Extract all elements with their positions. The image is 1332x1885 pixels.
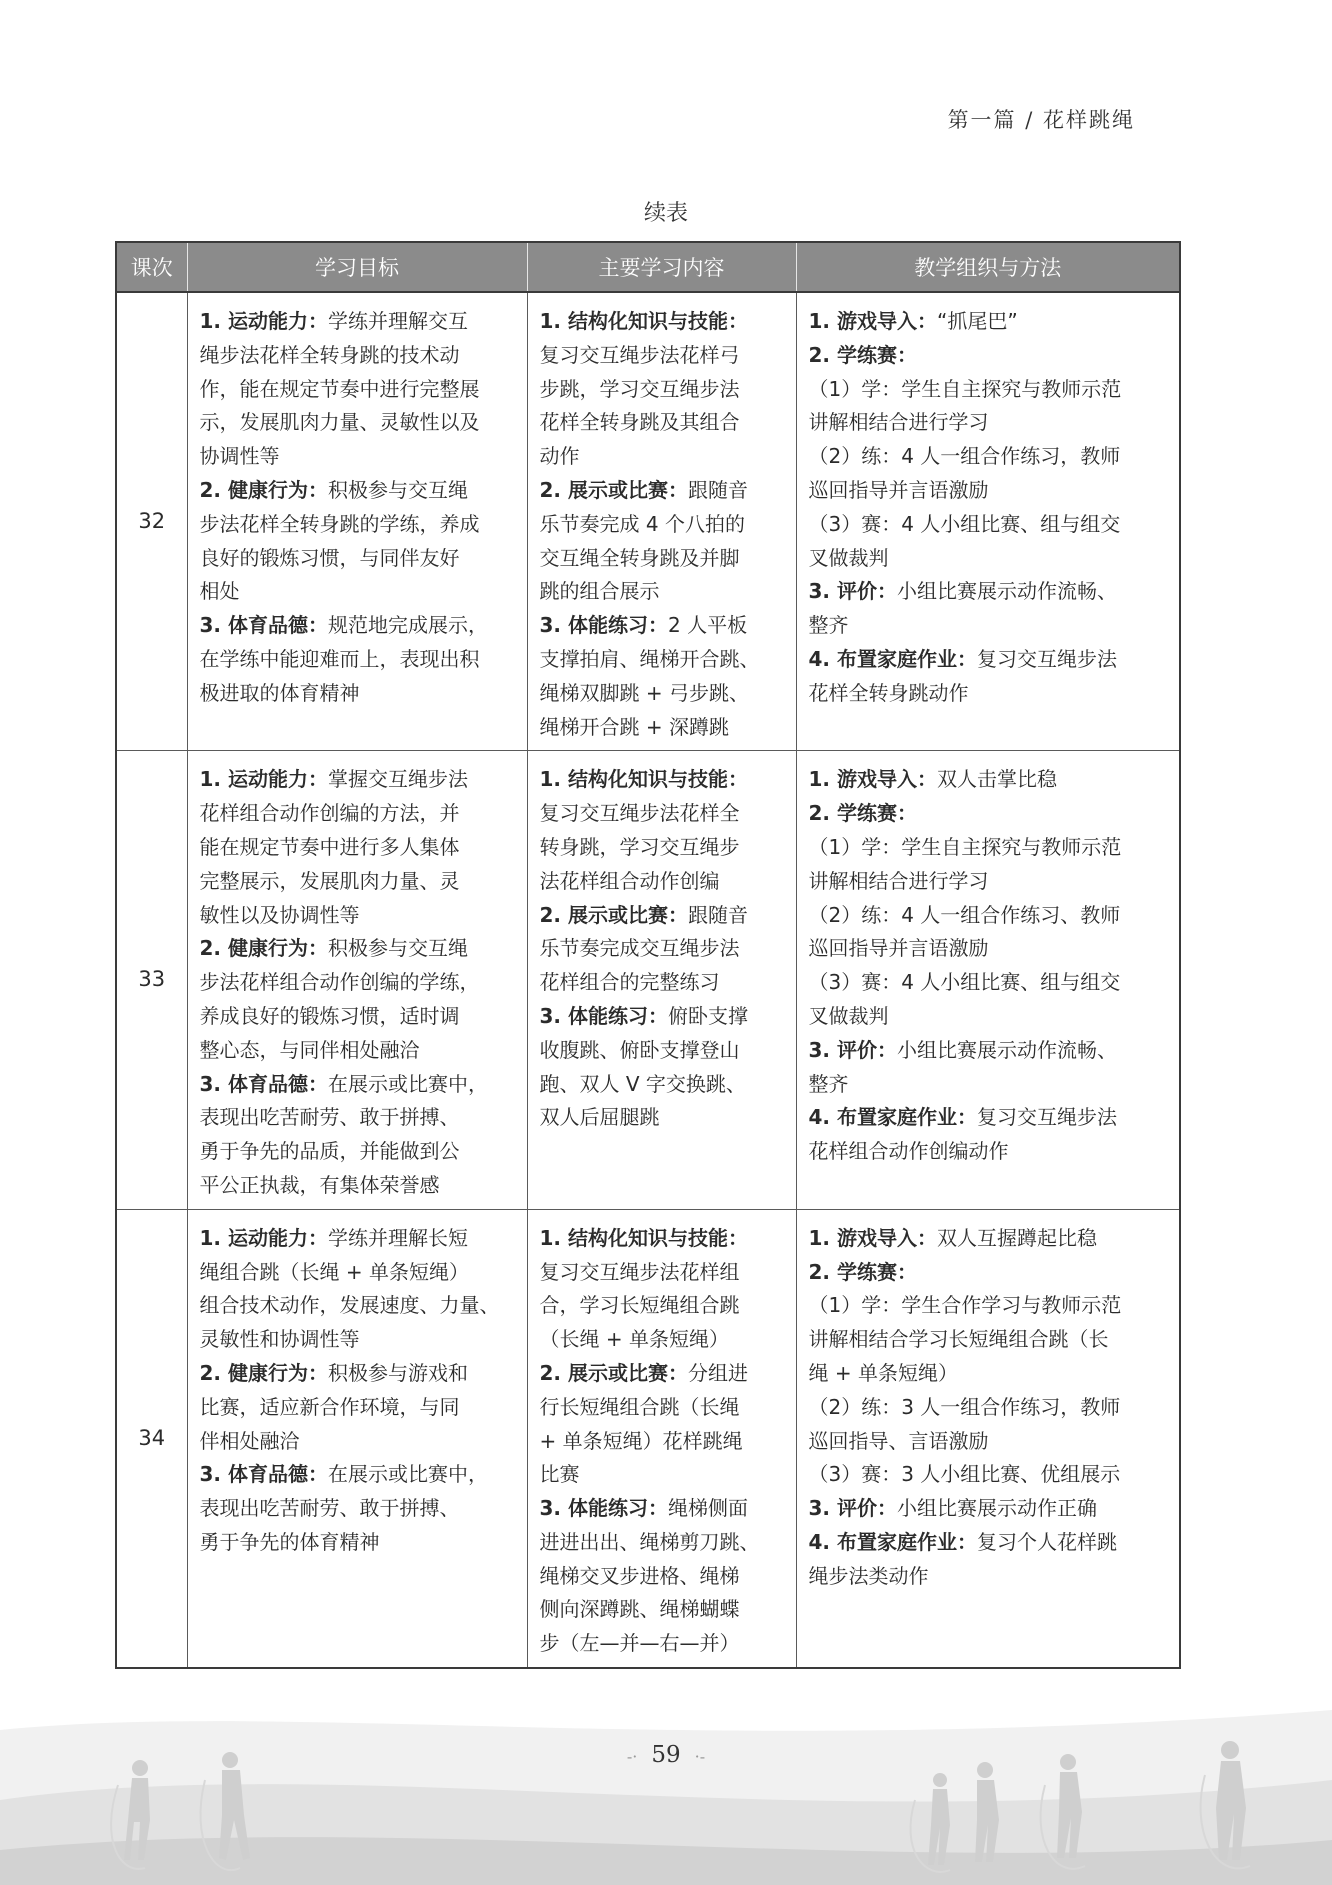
item-label: 1. 结构化知识与技能： [539,309,748,333]
item-text: 步跳，学习交互绳步法 [539,376,740,401]
cell-line [809,1034,1168,1068]
item-text: （3）赛：3 人小组比赛、优组展示 [808,1462,1121,1487]
cell-line [809,440,1168,474]
cell-line [809,305,1168,339]
cell-line [200,1068,515,1102]
item-text: 讲解相结合进行学习 [808,410,989,435]
table-header-row [116,242,1180,292]
cell-line [540,1458,784,1492]
item-label: 3. 体育品德： [199,613,328,638]
item-text: 在展示或比赛中， [327,1071,488,1096]
cell-line [200,1000,515,1034]
cell-line [540,1289,784,1323]
item-text: 绳梯交叉步进格、绳梯 [539,1563,740,1588]
item-label: 2. 健康行为： [199,1360,328,1385]
header-main-content: 主要学习内容 [527,242,796,292]
learning-goals-cell [187,751,527,1209]
cell-line [809,575,1168,609]
cell-line [809,865,1168,899]
cell-line [200,932,515,966]
cell-line [809,1492,1168,1526]
item-text: 表现出吃苦耐劳、敢于拼搏、 [199,1496,460,1521]
item-text: 跟随音 [687,477,748,502]
cell-line [200,1101,515,1135]
item-text: 能在规定节奏中进行多人集体 [199,834,460,859]
item-text: 小组比赛展示动作流畅、 [896,579,1117,604]
cell-line [540,1593,784,1627]
item-text: 勇于争先的品质，并能做到公 [199,1139,460,1164]
item-label: 1. 结构化知识与技能： [539,1225,748,1250]
item-text: 进进出出、绳梯剪刀跳、 [539,1529,760,1554]
item-text: 巡回指导并言语激励 [808,477,989,502]
cell-line [200,339,515,373]
item-text: 绳步法花样全转身跳的技术动 [199,342,460,367]
cell-line [540,305,784,339]
item-text: 交互绳全转身跳及并脚 [539,545,740,570]
cell-line [809,1526,1168,1560]
item-text: 侧向深蹲跳、绳梯蝴蝶 [539,1597,740,1622]
cell-line [200,609,515,643]
teaching-methods-cell [796,751,1180,1209]
item-label: 3. 体能练习： [539,1003,668,1028]
page-number-dash-left: -· [626,1747,638,1766]
cell-line [200,763,515,797]
cell-line [540,474,784,508]
cell-line [540,966,784,1000]
page-number-dash-right: ·- [694,1747,706,1766]
item-text: 协调性等 [199,444,280,469]
item-label: 2. 健康行为： [199,936,328,961]
item-text: 支撑拍肩、绳梯开合跳、 [539,646,760,671]
item-text: 在学练中能迎难而上，表现出积 [199,646,480,671]
cell-line [200,1222,515,1256]
lesson-table [115,241,1181,1669]
item-text: 花样组合动作创编的方法，并 [199,801,460,826]
item-text: 巡回指导并言语激励 [808,936,989,961]
lesson-number-cell: 33 [116,751,187,1209]
item-text: 双人互握蹲起比稳 [936,1225,1097,1250]
item-text: 复习交互绳步法 [976,646,1117,671]
item-text: （1）学：学生自主探究与教师示范 [808,834,1122,859]
item-text: 养成良好的锻炼习惯，适时调 [199,1003,460,1028]
item-text: 跟随音 [687,902,748,927]
table-row [116,751,1180,1209]
cell-line [200,542,515,576]
item-label: 3. 评价： [808,1496,897,1521]
item-text: 复习交互绳步法花样组 [539,1259,740,1284]
cell-line [809,474,1168,508]
cell-line [809,1357,1168,1391]
cell-line [809,1323,1168,1357]
cell-line [809,932,1168,966]
cell-line [809,677,1168,711]
item-text: 学练并理解长短 [327,1225,468,1250]
cell-line [200,1256,515,1290]
cell-line [200,899,515,933]
item-label: 2. 学练赛： [808,1259,917,1284]
running-head: 第一篇 / 花样跳绳 [947,108,1135,132]
item-label: 2. 展示或比赛： [539,902,688,927]
cell-line [540,1034,784,1068]
item-label: 4. 布置家庭作业： [808,646,977,671]
cell-line [540,609,784,643]
cell-line [540,932,784,966]
cell-line [809,1391,1168,1425]
item-text: 绳步法类动作 [808,1563,929,1588]
teaching-methods-cell [796,292,1180,751]
header-lesson-number: 课次 [116,242,187,292]
item-text: 叉做裁判 [808,545,889,570]
cell-line [809,831,1168,865]
item-label: 3. 体育品德： [199,1071,328,1096]
cell-line [809,643,1168,677]
cell-line [200,797,515,831]
item-label: 3. 体能练习： [539,613,668,638]
item-text: 绳梯侧面 [667,1496,748,1521]
cell-line [540,865,784,899]
item-text: 乐节奏完成交互绳步法 [539,936,740,961]
cell-line [540,1560,784,1594]
cell-line [200,1034,515,1068]
cell-line [809,1560,1168,1594]
cell-line [200,1425,515,1459]
item-text: 绳梯开合跳 + 深蹲跳 [539,714,729,739]
cell-line [200,677,515,711]
item-label: 1. 游戏导入： [808,767,937,792]
main-content-cell [527,1209,796,1668]
cell-line [809,1068,1168,1102]
item-text: 积极参与交互绳 [327,477,468,502]
cell-line [809,1000,1168,1034]
cell-line [200,508,515,542]
cell-line [540,677,784,711]
item-text: 绳组合跳（长绳 + 单条短绳） [199,1259,469,1284]
cell-line [540,575,784,609]
teaching-methods-cell [796,1209,1180,1668]
item-text: 花样全转身跳动作 [808,680,969,705]
cell-line [540,440,784,474]
cell-line [200,1289,515,1323]
item-text: 俯卧支撑 [667,1003,748,1028]
item-text: （3）赛：4 人小组比赛、组与组交 [808,511,1121,536]
cell-line [540,1627,784,1661]
cell-line [809,1222,1168,1256]
item-text: 绳梯双脚跳 + 弓步跳、 [539,680,749,705]
cell-line [540,1000,784,1034]
cell-line [540,373,784,407]
item-label: 1. 运动能力： [199,767,328,792]
item-label: 2. 学练赛： [808,342,917,367]
item-text: 在展示或比赛中， [327,1462,488,1487]
cell-line [809,339,1168,373]
item-text: 组合技术动作，发展速度、力量、 [199,1293,500,1318]
item-label: 3. 评价： [808,1037,897,1062]
item-text: 跳的组合展示 [539,579,660,604]
cell-line [809,1135,1168,1169]
item-text: 勇于争先的体育精神 [199,1529,380,1554]
table-row [116,292,1180,751]
item-label: 1. 游戏导入： [808,1225,937,1250]
cell-line [540,1101,784,1135]
cell-line [200,1458,515,1492]
item-label: 2. 学练赛： [808,801,917,826]
cell-line [540,643,784,677]
cell-line [540,542,784,576]
item-text: 双人击掌比稳 [936,767,1057,792]
cell-line [809,1256,1168,1290]
item-label: 3. 体能练习： [539,1496,668,1521]
item-text: 步（左—并—右—并） [539,1631,740,1656]
item-text: 复习交互绳步法花样全 [539,801,740,826]
cell-line [540,1425,784,1459]
cell-line [200,474,515,508]
item-label: 4. 布置家庭作业： [808,1529,977,1554]
item-text: 伴相处融洽 [199,1428,300,1453]
item-text: 收腹跳、俯卧支撑登山 [539,1037,740,1062]
cell-line [809,609,1168,643]
cell-line [540,1256,784,1290]
item-text: （2）练：3 人一组合作练习，教师 [808,1394,1121,1419]
item-text: 跑、双人 V 字交换跳、 [539,1071,746,1096]
item-text: 小组比赛展示动作流畅、 [896,1037,1117,1062]
cell-line [200,1357,515,1391]
cell-line [200,406,515,440]
item-text: 复习交互绳步法花样弓 [539,342,740,367]
item-text: 相处 [199,579,240,604]
cell-line [540,1492,784,1526]
item-text: 灵敏性和协调性等 [199,1327,360,1352]
item-text: 绳 + 单条短绳） [808,1360,958,1385]
item-text: 比赛，适应新合作环境，与同 [199,1394,460,1419]
cell-line [809,406,1168,440]
item-text: 敏性以及协调性等 [199,902,360,927]
cell-line [809,1289,1168,1323]
item-text: 小组比赛展示动作正确 [896,1496,1097,1521]
cell-line [200,1391,515,1425]
item-text: 步法花样全转身跳的学练，养成 [199,511,480,536]
cell-line [540,763,784,797]
cell-line [200,966,515,1000]
cell-line [809,542,1168,576]
item-text: 规范地完成展示， [327,613,488,638]
item-text: “抓尾巴” [936,309,1018,333]
cell-line [540,406,784,440]
item-text: 讲解相结合学习长短绳组合跳（长 [808,1327,1109,1352]
cell-line [200,831,515,865]
item-text: 叉做裁判 [808,1003,889,1028]
item-text: 比赛 [539,1462,580,1487]
learning-goals-cell [187,292,527,751]
item-text: 整齐 [808,613,849,638]
item-text: 表现出吃苦耐劳、敢于拼搏、 [199,1105,460,1130]
item-label: 2. 健康行为： [199,477,328,502]
cell-line [200,643,515,677]
item-label: 3. 评价： [808,579,897,604]
cell-line [200,1169,515,1203]
item-text: （1）学：学生自主探究与教师示范 [808,376,1122,401]
cell-line [540,1391,784,1425]
cell-line [809,1458,1168,1492]
item-text: 极进取的体育精神 [199,680,360,705]
main-content-cell [527,751,796,1209]
item-text: 复习交互绳步法 [976,1105,1117,1130]
cell-line [200,865,515,899]
cell-line [809,508,1168,542]
cell-line [809,966,1168,1000]
cell-line [200,575,515,609]
cell-line [540,1357,784,1391]
footer-decoration [0,1690,1332,1885]
item-text: 整心态，与同伴相处融洽 [199,1037,420,1062]
item-text: 转身跳，学习交互绳步 [539,834,740,859]
item-label: 2. 展示或比赛： [539,1360,688,1385]
item-text: 行长短绳组合跳（长绳 [539,1394,740,1419]
item-text: 法花样组合动作创编 [539,868,720,893]
item-label: 1. 结构化知识与技能： [539,767,748,792]
item-label: 1. 运动能力： [199,309,328,333]
item-text: （3）赛：4 人小组比赛、组与组交 [808,970,1121,995]
item-text: 示，发展肌肉力量、灵敏性以及 [199,410,480,435]
item-text: 积极参与游戏和 [327,1360,468,1385]
item-text: （1）学：学生合作学习与教师示范 [808,1293,1122,1318]
item-text: 平公正执裁，有集体荣誉感 [199,1172,440,1197]
item-text: （2）练：4 人一组合作练习，教师 [808,444,1121,469]
cell-line [200,1323,515,1357]
item-text: 合，学习长短绳组合跳 [539,1293,740,1318]
item-text: 掌握交互绳步法 [327,767,468,792]
item-text: （2）练：4 人一组合作练习、教师 [808,902,1121,927]
item-text: 步法花样组合动作创编的学练， [199,970,480,995]
item-text: 分组进 [687,1360,748,1385]
item-text: 双人后屈腿跳 [539,1105,660,1130]
item-text: 乐节奏完成 4 个八拍的 [539,511,745,536]
table-caption: 续表 [643,201,688,226]
item-text: 2 人平板 [667,613,748,638]
cell-line [540,1526,784,1560]
cell-line [200,1135,515,1169]
header-teaching-methods: 教学组织与方法 [796,242,1180,292]
item-text: 花样全转身跳及其组合 [539,410,740,435]
cell-line [540,831,784,865]
cell-line [200,305,515,339]
item-text: 讲解相结合进行学习 [808,868,989,893]
item-text: 完整展示，发展肌肉力量、灵 [199,868,460,893]
item-text: 作，能在规定节奏中进行完整展 [199,376,480,401]
item-label: 4. 布置家庭作业： [808,1105,977,1130]
item-text: 花样组合的完整练习 [539,970,720,995]
cell-line [809,797,1168,831]
page-number-value: 59 [651,1742,681,1768]
cell-line [540,899,784,933]
cell-line [809,899,1168,933]
cell-line [540,1068,784,1102]
cell-line [200,1526,515,1560]
main-content-cell [527,292,796,751]
cell-line [809,1101,1168,1135]
table-row [116,1209,1180,1668]
cell-line [540,1323,784,1357]
item-label: 2. 展示或比赛： [539,477,688,502]
item-label: 1. 运动能力： [199,1225,328,1250]
cell-line [540,339,784,373]
item-text: 花样组合动作创编动作 [808,1139,1009,1164]
learning-goals-cell [187,1209,527,1668]
page-number [0,1742,1332,1768]
item-text: 整齐 [808,1071,849,1096]
item-label: 3. 体育品德： [199,1462,328,1487]
cell-line [200,1492,515,1526]
item-text: 良好的锻炼习惯，与同伴友好 [199,545,460,570]
item-text: （长绳 + 单条短绳） [539,1327,729,1352]
item-text: 积极参与交互绳 [327,936,468,961]
cell-line [200,440,515,474]
cell-line [809,763,1168,797]
cell-line [540,711,784,745]
item-text: 复习个人花样跳 [976,1529,1117,1554]
item-text: 动作 [539,444,580,469]
lesson-number-cell: 32 [116,292,187,751]
item-label: 1. 游戏导入： [808,309,937,333]
item-text: 学练并理解交互 [327,309,468,333]
item-text: 巡回指导、言语激励 [808,1428,989,1453]
cell-line [540,797,784,831]
cell-line [200,373,515,407]
cell-line [540,508,784,542]
header-learning-goals: 学习目标 [187,242,527,292]
cell-line [809,373,1168,407]
lesson-number-cell: 34 [116,1209,187,1668]
cell-line [809,1425,1168,1459]
item-text: + 单条短绳）花样跳绳 [539,1428,743,1453]
cell-line [540,1222,784,1256]
